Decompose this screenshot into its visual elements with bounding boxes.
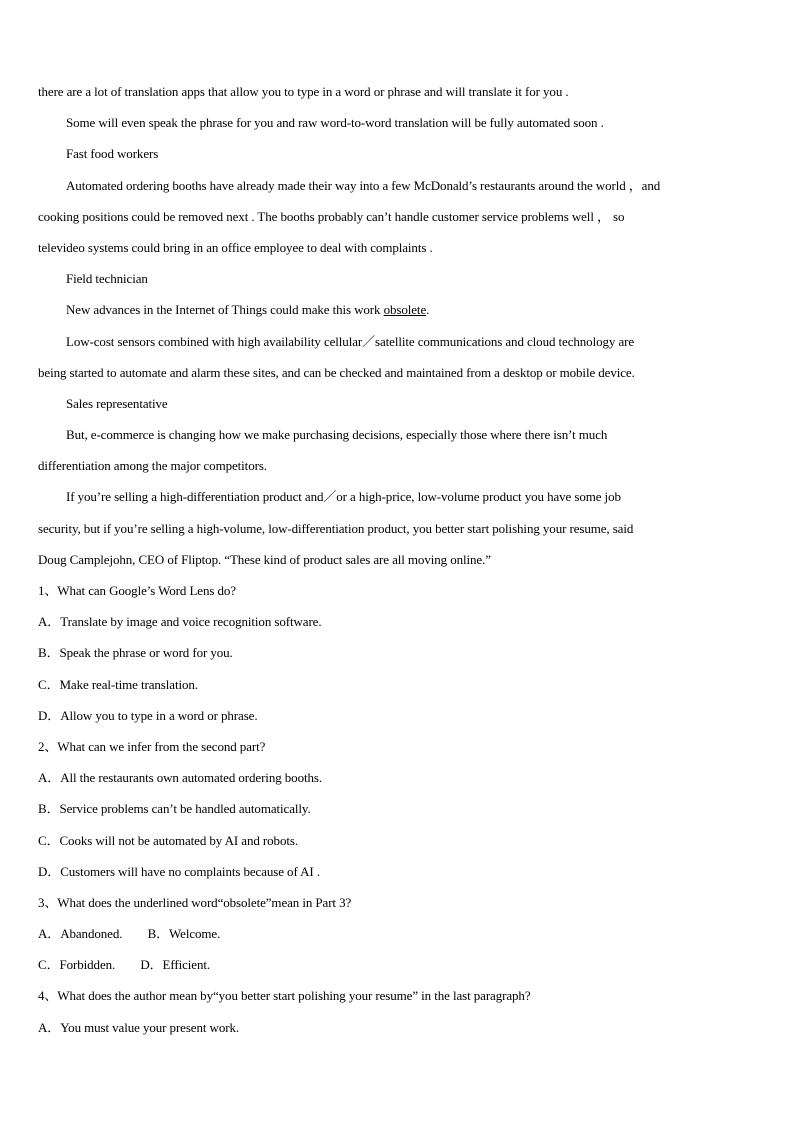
- question-stem: 4、What does the author mean by“you better start polishing your resume” in the last paragraph?: [38, 988, 531, 1004]
- paragraph-line: [38, 294, 760, 325]
- paragraph-line: security, but if you’re selling a high-volume, low-differentiation product, you better start polishing your resume, said: [38, 520, 634, 536]
- paragraph-line: Low-cost sensors combined with high availability cellular／satellite communications and cloud technology are: [66, 333, 635, 349]
- answer-option: A．You must value your present work.: [38, 1019, 239, 1035]
- section-heading-fast-food: Fast food workers: [66, 146, 159, 162]
- question-stem: 1、What can Google’s Word Lens do?: [38, 583, 236, 598]
- text-span: .: [426, 302, 430, 318]
- paragraph-line: Automated ordering booths have already made their way into a few McDonald’s restaurants around the world ，and: [66, 177, 661, 193]
- document-page: [38, 76, 760, 1043]
- underlined-word: obsolete: [383, 302, 427, 318]
- paragraph-line: If you’re selling a high-differentiation product and／or a high-price, low-volume product you have some job: [66, 489, 621, 505]
- answer-option: D．Allow you to type in a word or phrase.: [38, 707, 258, 723]
- paragraph-line: Doug Camplejohn, CEO of Fliptop. “These kind of product sales are all moving online.”: [38, 551, 491, 567]
- paragraph-line: televideo systems could bring in an office employee to deal with complaints .: [38, 239, 433, 255]
- question-stem: 2、What can we infer from the second part?: [38, 738, 266, 754]
- answer-option: C．Forbidden. D．Efficient.: [38, 957, 211, 973]
- answer-option: C．Make real-time translation.: [38, 676, 198, 692]
- paragraph-line: being started to automate and alarm these sites, and can be checked and maintained from a desktop or mobile device.: [38, 364, 635, 380]
- section-heading-sales: Sales representative: [66, 395, 168, 411]
- paragraph-line: But, e-commerce is changing how we make purchasing decisions, especially those where there isn’t much: [66, 427, 608, 443]
- section-heading-field-technician: Field technician: [66, 271, 148, 287]
- answer-option: A．Translate by image and voice recognition software.: [38, 614, 322, 630]
- answer-option: C．Cooks will not be automated by AI and robots.: [38, 832, 298, 848]
- paragraph-line: Some will even speak the phrase for you and raw word-to-word translation will be fully automated soon .: [66, 115, 604, 131]
- answer-option: D．Customers will have no complaints because of AI .: [38, 863, 320, 879]
- answer-option: A．Abandoned. B．Welcome.: [38, 926, 221, 942]
- text-span: New advances in the Internet of Things could make this work: [66, 302, 384, 318]
- answer-option: B．Speak the phrase or word for you.: [38, 645, 233, 661]
- question-stem: 3、What does the underlined word“obsolete”mean in Part 3?: [38, 894, 352, 910]
- paragraph-line: differentiation among the major competitors.: [38, 458, 267, 474]
- answer-option: B．Service problems can’t be handled automatically.: [38, 801, 311, 817]
- paragraph-line: cooking positions could be removed next . The booths probably can’t handle customer service problems well ， so: [38, 208, 625, 224]
- answer-option: A．All the restaurants own automated ordering booths.: [38, 770, 322, 786]
- paragraph-line: there are a lot of translation apps that allow you to type in a word or phrase and will translate it for you .: [38, 84, 569, 99]
